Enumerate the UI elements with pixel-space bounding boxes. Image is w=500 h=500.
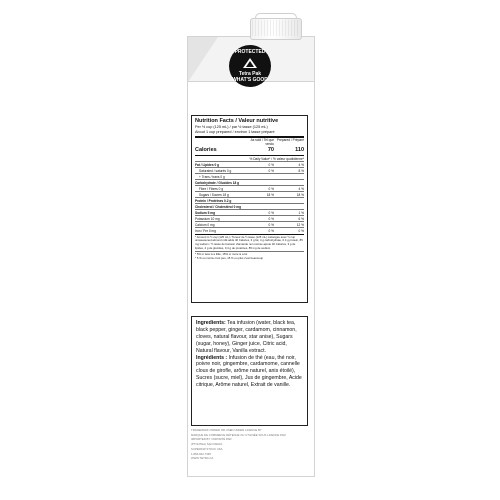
ingredients-fr-heading: Ingrédients : — [196, 354, 228, 361]
ingredients-en — [196, 320, 303, 355]
nutrient-dv-prepared: 12 % — [296, 222, 304, 227]
column-headers — [195, 139, 304, 147]
daily-value-header: % Daily Value* / % valeur quotidienne* — [249, 156, 304, 161]
serving-size: Per ½ cup (125 mL) / par ½ tasse (125 mL) — [195, 125, 268, 129]
nutrient-dv-as-sold: 18 % — [266, 192, 274, 197]
nutrient-label: Cholesterol / Cholestérol 0 mg — [195, 204, 242, 209]
nutrient-label: Fibre / Fibres 0 g — [199, 186, 224, 191]
nutrient-label: Protein / Protéines 0.2 g — [195, 198, 232, 203]
nutrient-row — [195, 211, 304, 215]
nutrient-row — [195, 205, 304, 209]
nutrient-label: Carbohydrate / Glucides 18 g — [195, 180, 240, 185]
ingredients-box — [191, 316, 308, 426]
cap-ribs — [252, 20, 298, 36]
nutrient-dv-as-sold: 0 % — [268, 162, 274, 167]
ingredients-en-heading: Ingredients: — [196, 320, 226, 326]
nutrient-row — [195, 175, 304, 179]
footnote-dv-fr: * 5 % ou moins c'est peu, 15 % ou plus c'est beaucoup — [195, 256, 263, 261]
info-line: TRADEMARK OWNED OR USED UNDER LICENCE BY — [191, 428, 262, 432]
nutrient-dv-as-sold: 0 % — [268, 228, 274, 233]
nutrient-row — [195, 187, 304, 191]
rule — [195, 155, 304, 156]
nutrient-dv-prepared: 8 % — [298, 168, 304, 173]
nutrient-label: + Trans / trans 0 g — [199, 174, 225, 179]
calories-row — [195, 147, 304, 154]
col-as-sold: As sold / Tel que vendu — [250, 138, 274, 146]
info-line: 1-866-842-7395 — [191, 451, 211, 456]
ingredients-fr — [196, 355, 303, 390]
nutrient-row — [195, 193, 304, 197]
nutrient-row — [195, 163, 304, 167]
info-line: MARQUE DE COMMERCE DÉTENUE OU UTILISÉE SOUS LICENCE PAR — [191, 432, 286, 437]
calories-as-sold: 70 — [267, 146, 274, 153]
info-line: WWW.TETRA.CA — [191, 456, 214, 461]
nutrition-title: Nutrition Facts / Valeur nutritive — [195, 118, 279, 124]
calories-label: Calories — [195, 146, 217, 153]
nutrient-dv-as-sold: 0 % — [268, 222, 274, 227]
footnote-dv-en: * 5% or less is a little, 15% or more is a lot — [195, 251, 248, 256]
calories-prepared: 110 — [295, 146, 304, 153]
nutrient-dv-as-sold — [244, 181, 274, 185]
info-line: IMPORTED BY / IMPORTÉ PAR — [191, 437, 232, 442]
nutrient-label: Calcium 0 mg — [195, 222, 215, 227]
nutrient-dv-prepared: 4 % — [298, 162, 304, 167]
nutrient-dv-as-sold: 0 % — [268, 168, 274, 173]
nutrient-label: Iron / Fer 0 mg — [195, 228, 216, 233]
nutrient-dv-prepared: 6 % — [298, 216, 304, 221]
nutrient-dv-prepared — [274, 199, 304, 203]
nutrient-dv-prepared — [274, 205, 304, 209]
nutrient-row — [195, 199, 304, 203]
nutrition-facts-table — [191, 115, 308, 303]
nutrient-dv-as-sold: 0 % — [268, 186, 274, 191]
nutrient-dv-as-sold — [244, 175, 274, 179]
nutrient-row — [195, 229, 304, 233]
ingredients-fr-text: Infusion de thé (eau, thé noir, poivre noir, gingembre, cardamome, cannelle clous de girofle, arôme naturel, anis étoilé), Sucres (sucre, miel), Jus de gingembre, Acide citrique, Arôme naturel, Extrait de vanille. — [196, 354, 302, 389]
nutrient-label: Potassium 10 mg — [195, 216, 220, 221]
carton-fold — [188, 37, 218, 82]
nutrient-row — [195, 181, 304, 185]
footnote-prepared: * Amount in ½ cup (125 mL) / Teneur de ½ tasse (125 mL) mélangée avec ½ cup unsweetened almond milk adds 40 Calories, 3 g fat, 4 g carbohydrate, 0.4 g protein, 85 mg sodium / ½ tasse de boisson d'amande non sucrée ajoute 40 Calories, 3 g de lipides, 4 g de glucides, 0,4 g de protéines, 85 mg de sodium — [195, 234, 303, 250]
nutrient-label: Fat / Lipides 0 g — [195, 162, 220, 167]
col-prepared: Prepared / Préparé — [276, 138, 304, 143]
nutrient-dv-prepared: 4 % — [298, 186, 304, 191]
nutrient-dv-prepared: 18 % — [296, 192, 304, 197]
nutrient-label: Sugars / Sucres 18 g — [199, 192, 229, 197]
nutrient-dv-as-sold — [244, 199, 274, 203]
serving-prepared: About 1 cup prepared / environ 1 tasse préparé — [195, 129, 275, 134]
nutrient-row — [195, 223, 304, 227]
nutrient-dv-prepared — [274, 181, 304, 185]
nutrient-dv-prepared — [274, 175, 304, 179]
nutrient-label: Saturated / saturés 0 g — [199, 168, 232, 173]
badge-brand: Tetra Pak — [238, 71, 262, 77]
tetra-pak-badge — [229, 45, 271, 87]
nutrient-label: Sodium 5 mg — [195, 210, 216, 215]
nutrient-row — [195, 217, 304, 221]
badge-top-text: PROTECTED — [234, 49, 266, 55]
nutrient-dv-as-sold: 0 % — [268, 216, 274, 221]
tetra-pak-logo-icon — [242, 57, 258, 69]
nutrient-dv-as-sold — [244, 205, 274, 209]
nutrient-dv-prepared: 0 % — [298, 228, 304, 233]
nutrient-dv-prepared: 1 % — [298, 210, 304, 215]
info-line: (PTOHTEA) SAN DIEGO — [191, 442, 223, 447]
manufacturer-info — [191, 428, 308, 461]
ingredients-en-text: Tea infusion (water, black tea, black pepper, ginger, cardamom, cinnamon, cloves, natural flavour, star anise), Sugars (sugar, honey), Ginger juice, Citric acid, Natural flavour, Vanilla extract. — [196, 320, 297, 354]
nutrient-dv-as-sold: 0 % — [268, 210, 274, 215]
nutrient-rows — [195, 163, 304, 233]
info-line: SUPERIOR STOCK USA — [191, 446, 223, 451]
badge-bottom-text: WHAT'S GOOD — [232, 77, 268, 83]
nutrient-row — [195, 169, 304, 173]
